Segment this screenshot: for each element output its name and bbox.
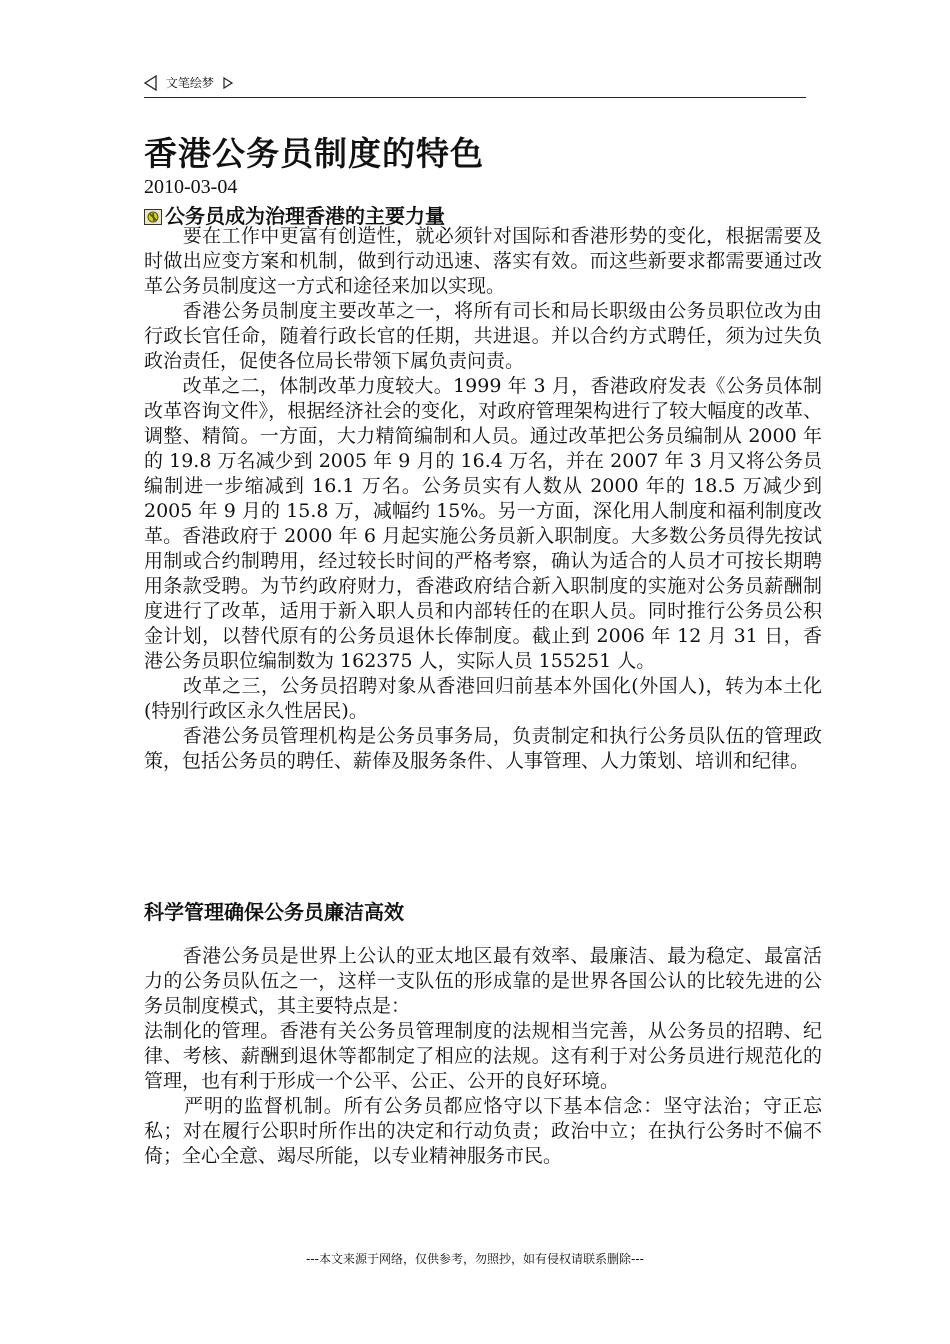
page-footer-notice: ---本文来源于网络，仅供参考，勿照抄，如有侵权请联系删除---	[306, 1252, 644, 1266]
paragraph: 改革之三，公务员招聘对象从香港回归前基本外国化(外国人)，转为本土化(特别行政区永久性居民)。	[144, 675, 822, 722]
page-header	[144, 74, 806, 98]
right-triangle-icon	[222, 76, 234, 90]
paragraph: 改革之二，体制改革力度较大。1999 年 3 月，香港政府发表《公务员体制改革咨询文件》，根据经济社会的变化，对政府管理架构进行了较大幅度的改革、调整、精简。一方面，大力精简编制和人员。通过改革把公务员编制从 2000 年的 19.8 万名减少到 2005 年 9 月的 16.4 万名，并在 2007 年 3 月又将公务员编制进一步缩减到 16.1 万名。公务员实有人数从 2000 年的 18.5 万减少到 2005 年 9 月的 15.8 万，减幅约 15%。另一方面，深化用人制度和福利制度改革。香港政府于 2000 年 6 月起实施公务员新入职制度。大多数公务员得先按试用制或合约制聘用，经过较长时间的严格考察，确认为适合的人员才可按长期聘用条款受聘。为节约政府财力，香港政府结合新入职制度的实施对公务员薪酬制度进行了改革，适用于新入职人员和内部转任的在职人员。同时推行公务员公积金计划，以替代原有的公务员退休长俸制度。截止到 2006 年 12 月 31 日，香港公务员职位编制数为 162375 人，实际人员 155251 人。	[144, 375, 822, 672]
paragraph: 要在工作中更富有创造性，就必须针对国际和香港形势的变化，根据需要及时做出应变方案和机制，做到行动迅速、落实有效。而这些新要求都需要通过改革公务员制度这一方式和途径来加以实现。	[144, 225, 822, 297]
section2-heading: 科学管理确保公务员廉洁高效	[144, 900, 404, 924]
paragraph: 严明的监督机制。所有公务员都应恪守以下基本信念：坚守法治；守正忘私；对在履行公职时所作出的决定和行动负责；政治中立；在执行公务时不偏不倚；全心全意、竭尽所能，以专业精神服务市民。	[144, 1095, 822, 1167]
section2-body	[144, 944, 822, 1169]
article-date: 2010-03-04	[144, 176, 238, 198]
header-brand: 文笔绘梦	[165, 76, 214, 90]
bullet-image-icon	[144, 209, 162, 225]
paragraph: 香港公务员是世界上公认的亚太地区最有效率、最廉洁、最为稳定、最富活力的公务员队伍之一，这样一支队伍的形成靠的是世界各国公认的比较先进的公务员制度模式，其主要特点是：	[144, 945, 822, 1017]
article-title: 香港公务员制度的特色	[144, 134, 484, 173]
paragraph: 法制化的管理。香港有关公务员管理制度的法规相当完善，从公务员的招聘、纪律、考核、薪酬到退休等都制定了相应的法规。这有利于对公务员进行规范化的管理，也有利于形成一个公平、公正、公开的良好环境。	[144, 1020, 822, 1092]
left-triangle-icon	[144, 75, 158, 91]
section1-body	[144, 224, 822, 774]
section1-heading: 公务员成为治理香港的主要力量	[165, 204, 445, 228]
header-divider	[144, 97, 806, 98]
paragraph: 香港公务员制度主要改革之一，将所有司长和局长职级由公务员职位改为由行政长官任命，随着行政长官的任期，共进退。并以合约方式聘任，须为过失负政治责任，促使各位局长带领下属负责问责。	[144, 300, 822, 372]
paragraph: 香港公务员管理机构是公务员事务局，负责制定和执行公务员队伍的管理政策，包括公务员的聘任、薪俸及服务条件、人事管理、人力策划、培训和纪律。	[144, 725, 822, 772]
